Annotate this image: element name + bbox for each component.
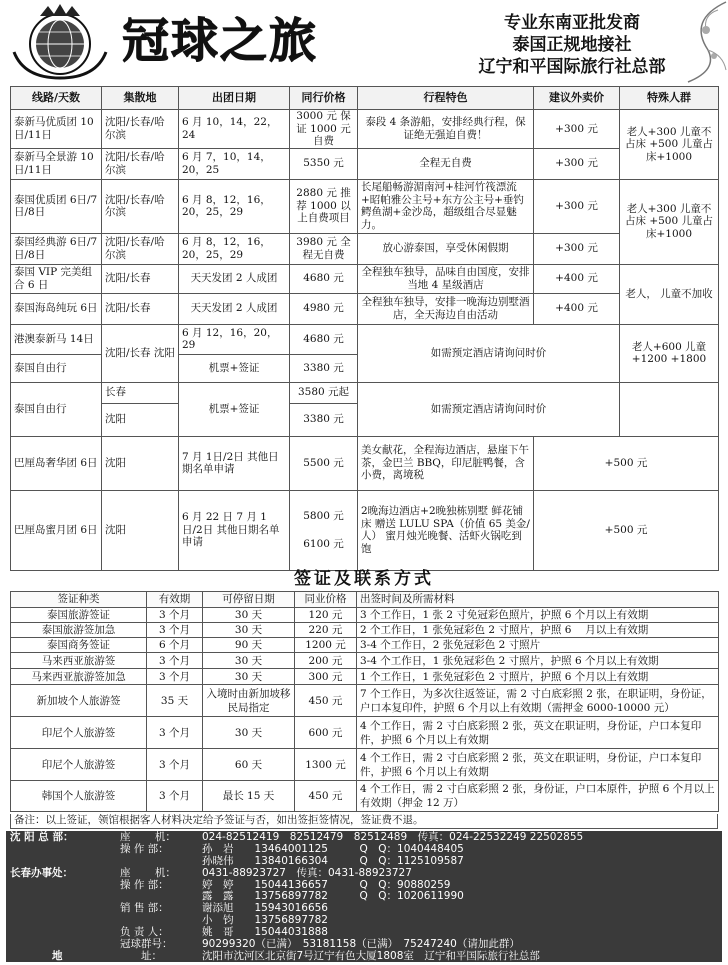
column-header: 同行价格 bbox=[290, 87, 358, 110]
table-header-row bbox=[11, 592, 719, 608]
price-cell: 3980 元 全程无自费 bbox=[290, 233, 358, 264]
price-cell: 5500 元 bbox=[290, 436, 358, 490]
price-cell bbox=[290, 490, 358, 570]
visa-type-cell: 新加坡个人旅游签 bbox=[11, 685, 147, 717]
footer-line bbox=[10, 915, 722, 927]
footer-field-label: 座 机： bbox=[120, 831, 176, 843]
stay-cell: 30 天 bbox=[203, 623, 295, 638]
sell-price-cell: +400 元 bbox=[534, 264, 620, 293]
table-row bbox=[11, 264, 719, 293]
dates-cell: 天天发团 2 人成团 bbox=[179, 293, 290, 324]
price-cell: 220 元 bbox=[295, 623, 357, 638]
tour-table bbox=[10, 86, 719, 571]
column-header: 建议外卖价 bbox=[534, 87, 620, 110]
footer-line bbox=[10, 844, 722, 856]
footer-field-value: 婷 婷 15044136657 Q Q：90880259 bbox=[202, 878, 451, 891]
column-header: 出签时间及所需材料 bbox=[357, 592, 719, 608]
table-row bbox=[11, 490, 719, 570]
footer-field-label: 座 机： bbox=[120, 866, 176, 879]
footer-line bbox=[10, 951, 722, 963]
visa-type-cell: 泰国旅游签加急 bbox=[11, 623, 147, 638]
special-group-cell: 老人+300 儿童不占床 +500 儿童占床+1000 bbox=[620, 110, 719, 180]
route-cell: 泰国海岛纯玩 6日 bbox=[11, 293, 102, 324]
table-row bbox=[11, 436, 719, 490]
column-header: 特殊人群 bbox=[620, 87, 719, 110]
price-cell: 3580 元起 bbox=[290, 382, 358, 403]
stay-cell: 30 天 bbox=[203, 717, 295, 749]
sell-price-cell: +300 元 bbox=[534, 179, 620, 233]
visa-type-cell: 泰国商务签证 bbox=[11, 638, 147, 653]
dates-cell: 6 月 8，12，16，20，25，29 bbox=[179, 179, 290, 233]
tagline: 泰国正规地接社 bbox=[512, 35, 632, 55]
stay-cell: 90 天 bbox=[203, 638, 295, 653]
table-row bbox=[11, 382, 719, 403]
price-cell: 1200 元 bbox=[295, 638, 357, 653]
dates-cell: 6 月 12，16，20，29 bbox=[179, 324, 290, 354]
visa-type-cell: 韩国个人旅游签 bbox=[11, 781, 147, 812]
footer-field-label: 负 责 人： bbox=[120, 926, 169, 939]
price-cell: 120 元 bbox=[295, 608, 357, 623]
dates-cell: 机票+签证 bbox=[179, 354, 290, 382]
stay-cell: 30 天 bbox=[203, 653, 295, 669]
footer-field-value: 024-82512419 82512479 82512489 传真：024-22532249 22502855 bbox=[202, 831, 584, 843]
price-cell: 3380 元 bbox=[290, 403, 358, 436]
stay-cell: 60 天 bbox=[203, 749, 295, 781]
sell-price-cell: +300 元 bbox=[534, 233, 620, 264]
materials-cell: 3 个工作日，1 张 2 寸免冠彩色照片，护照 6 个月以上有效期 bbox=[357, 608, 719, 623]
validity-cell: 3 个月 bbox=[147, 749, 203, 781]
price-cell: 2880 元 推荐 1000 以上自费项目 bbox=[290, 179, 358, 233]
special-group-cell: 老人+600 儿童+1200 +1800 bbox=[620, 324, 719, 382]
table-row bbox=[11, 623, 719, 638]
feature-cell: 放心游泰国，享受休闲假期 bbox=[358, 233, 534, 264]
visa-type-cell: 马来西亚旅游签 bbox=[11, 653, 147, 669]
footer-field-value: 露 露 13756897782 Q Q：1020611990 bbox=[202, 890, 464, 903]
validity-cell: 35 天 bbox=[147, 685, 203, 717]
price-cell: 4680 元 bbox=[290, 264, 358, 293]
price-cell: 4680 元 bbox=[290, 324, 358, 354]
sell-price-cell: +400 元 bbox=[534, 293, 620, 324]
table-row bbox=[11, 293, 719, 324]
footer-field-label: 操 作 部： bbox=[120, 878, 169, 891]
departure-cell: 沈阳 bbox=[102, 490, 179, 570]
route-cell: 泰国 VIP 完美组合 6 日 bbox=[11, 264, 102, 293]
feature-cell: 美女献花，全程海边酒店，悬崖下午茶，金巴兰 BBQ，印尼脏鸭餐，含小费，离境税 bbox=[358, 436, 534, 490]
price-cell: 450 元 bbox=[295, 781, 357, 812]
feature-cell: 全程独车独导，品味自由国度，安排当地 4 星级酒店 bbox=[358, 264, 534, 293]
price-cell: 600 元 bbox=[295, 717, 357, 749]
footer-line bbox=[10, 868, 722, 880]
route-cell: 巴厘岛蜜月团 6日 bbox=[11, 490, 102, 570]
special-group-cell bbox=[620, 382, 719, 436]
extra-price-cell: +500 元 bbox=[534, 490, 719, 570]
stay-cell: 入境时由新加坡移民局指定 bbox=[203, 685, 295, 717]
column-header: 集散地 bbox=[102, 87, 179, 110]
validity-cell: 3 个月 bbox=[147, 781, 203, 812]
footer-field-label: 址： bbox=[120, 949, 162, 962]
materials-cell: 4 个工作日，需 2 寸白底彩照 2 张，英文在职证明，身份证，户口本复印件，护照 6 个月以上有效期 bbox=[357, 749, 719, 781]
price-cell: 300 元 bbox=[295, 669, 357, 685]
footer-office-label: 长春办事处： bbox=[10, 866, 73, 879]
feature-cell: 全程无自费 bbox=[358, 148, 534, 179]
visa-table bbox=[10, 591, 719, 812]
departure-cell: 沈阳/长春/哈尔滨 bbox=[102, 233, 179, 264]
dates-cell: 7 月 1日/2日 其他日期名单申请 bbox=[179, 436, 290, 490]
tagline: 辽宁和平国际旅行社总部 bbox=[478, 57, 666, 77]
materials-cell: 4 个工作日，需 2 寸白底彩照 2 张，身份证，户口本原件，护照 6 个月以上有效期（押金 12 万） bbox=[357, 781, 719, 812]
table-header-row bbox=[11, 87, 719, 110]
route-cell: 巴厘岛奢华团 6日 bbox=[11, 436, 102, 490]
departure-cell: 长春 bbox=[102, 382, 179, 403]
footer-line bbox=[10, 903, 722, 915]
table-row bbox=[11, 179, 719, 233]
materials-cell: 4 个工作日，需 2 寸白底彩照 2 张，英文在职证明，身份证，户口本复印件，护照 6 个月以上有效期 bbox=[357, 717, 719, 749]
footer-field-value: 小 钧 13756897782 bbox=[202, 914, 328, 927]
departure-cell: 沈阳/长春 沈阳 bbox=[102, 324, 179, 382]
visa-note: 备注：以上签证，领馆根据客人材料决定给予签证与否，如出签拒签情况，签证费不退。 bbox=[10, 814, 718, 829]
materials-cell: 3-4 个工作日，2 张免冠彩色 2 寸照片 bbox=[357, 638, 719, 653]
materials-cell: 2 个工作日，1 张免冠彩色 2 寸照片，护照 6 月以上有效期 bbox=[357, 623, 719, 638]
visa-table-body bbox=[11, 608, 719, 812]
visa-section-title: 签证及联系方式 bbox=[294, 569, 434, 589]
validity-cell: 3 个月 bbox=[147, 669, 203, 685]
visa-type-cell: 马来西亚旅游签加急 bbox=[11, 669, 147, 685]
dates-cell: 天天发团 2 人成团 bbox=[179, 264, 290, 293]
dates-cell: 6 月 10，14，22，24 bbox=[179, 110, 290, 149]
route-cell: 泰国自由行 bbox=[11, 382, 102, 436]
footer-field-value: 0431-88923727 传真：0431-88923727 bbox=[202, 866, 412, 879]
validity-cell: 3 个月 bbox=[147, 623, 203, 638]
table-row bbox=[11, 148, 719, 179]
footer-field-value: 孙晓伟 13840166304 Q Q：1125109587 bbox=[202, 854, 464, 867]
materials-cell: 7 个工作日，为多次往返签证，需 2 寸白底彩照 2 张，在职证明，身份证，户口本复印件，护照 6 个月以上有效期（需押金 6000-10000 元） bbox=[357, 685, 719, 717]
route-cell: 泰新马优质团 10日/11日 bbox=[11, 110, 102, 149]
table-row bbox=[11, 653, 719, 669]
dates-cell: 6 月 22 日 7 月 1日/2日 其他日期名单申请 bbox=[179, 490, 290, 570]
column-header: 有效期 bbox=[147, 592, 203, 608]
departure-cell: 沈阳/长春 bbox=[102, 264, 179, 293]
visa-type-cell: 印尼个人旅游签 bbox=[11, 749, 147, 781]
table-row bbox=[11, 749, 719, 781]
validity-cell: 6 个月 bbox=[147, 638, 203, 653]
price-option: 6100 元 bbox=[303, 538, 344, 550]
footer-field-label: 操 作 部： bbox=[120, 842, 169, 855]
table-row bbox=[11, 638, 719, 653]
footer-field-value: 90299320（已满） 53181158（已满） 75247240（请加此群） bbox=[202, 938, 520, 951]
footer-office-label: 地 bbox=[10, 949, 63, 962]
table-row bbox=[11, 781, 719, 812]
footer-line bbox=[10, 891, 722, 903]
column-header: 行程特色 bbox=[358, 87, 534, 110]
departure-cell: 沈阳/长春/哈尔滨 bbox=[102, 110, 179, 149]
table-row bbox=[11, 669, 719, 685]
column-header: 出团日期 bbox=[179, 87, 290, 110]
feature-cell: 泰段 4 条游船，安排经典行程，保证绝无强迫自费！ bbox=[358, 110, 534, 149]
visa-type-cell: 印尼个人旅游签 bbox=[11, 717, 147, 749]
price-cell: 200 元 bbox=[295, 653, 357, 669]
table-row bbox=[11, 685, 719, 717]
price-cell: 3000 元 保证 1000 元自费 bbox=[290, 110, 358, 149]
price-cell: 1300 元 bbox=[295, 749, 357, 781]
departure-cell: 沈阳 bbox=[102, 436, 179, 490]
route-cell: 泰国优质团 6日/7日/8日 bbox=[11, 179, 102, 233]
price-cell: 450 元 bbox=[295, 685, 357, 717]
globe-logo-icon bbox=[4, 2, 116, 82]
footer-field-value: 谢添旭 15943016656 bbox=[202, 902, 328, 915]
header bbox=[0, 0, 728, 84]
materials-cell: 3-4 个工作日，1 张免冠彩色 2 寸照片，护照 6 个月以上有效期 bbox=[357, 653, 719, 669]
brand-title: 冠球之旅 bbox=[122, 14, 318, 69]
feature-cell: 2晚海边酒店+2晚独栋别墅 鲜花铺床 赠送 LULU SPA（价值 65 美金/人） 蜜月烛光晚餐、活虾火锅吃到饱 bbox=[358, 490, 534, 570]
validity-cell: 3 个月 bbox=[147, 608, 203, 623]
tagline: 专业东南亚批发商 bbox=[504, 13, 640, 33]
dates-cell: 机票+签证 bbox=[179, 382, 290, 436]
footer-field-value: 姚 哥 15044031888 bbox=[202, 926, 328, 939]
footer-line bbox=[10, 856, 722, 868]
price-cell: 3380 元 bbox=[290, 354, 358, 382]
feature-cell: 如需预定酒店请询问时价 bbox=[358, 324, 620, 382]
price-option: 5800 元 bbox=[303, 509, 344, 522]
contact-footer bbox=[6, 831, 722, 962]
table-row bbox=[11, 233, 719, 264]
special-group-cell: 老人+300 儿童不占床 +500 儿童占床+1000 bbox=[620, 179, 719, 264]
column-header: 同业价格 bbox=[295, 592, 357, 608]
footer-field-label: 销 售 部： bbox=[120, 902, 169, 915]
footer-field-value: 沈阳市沈河区北京街7号辽宁有色大厦1808室 辽宁和平国际旅行社总部 bbox=[202, 949, 540, 962]
dates-cell: 6 月 8，12，16，20，25，29 bbox=[179, 233, 290, 264]
table-row bbox=[11, 608, 719, 623]
extra-price-cell: +500 元 bbox=[534, 436, 719, 490]
column-header: 线路/天数 bbox=[11, 87, 102, 110]
footer-field-label: 冠球群号： bbox=[120, 938, 173, 951]
departure-cell: 沈阳 bbox=[102, 403, 179, 436]
special-group-cell: 老人， 儿童不加收 bbox=[620, 264, 719, 324]
visa-type-cell: 泰国旅游签证 bbox=[11, 608, 147, 623]
materials-cell: 1 个工作日，1 张免冠彩色 2 寸照片，护照 6 个月以上有效期 bbox=[357, 669, 719, 685]
departure-cell: 沈阳/长春/哈尔滨 bbox=[102, 148, 179, 179]
validity-cell: 3 个月 bbox=[147, 717, 203, 749]
validity-cell: 3 个月 bbox=[147, 653, 203, 669]
stay-cell: 30 天 bbox=[203, 608, 295, 623]
footer-field-value: 孙 岩 13464001125 Q Q：1040448405 bbox=[202, 842, 464, 855]
feature-cell: 如需预定酒店请询问时价 bbox=[358, 382, 620, 436]
route-cell: 泰国自由行 bbox=[11, 354, 102, 382]
dates-cell: 6 月 7，10，14，20，25 bbox=[179, 148, 290, 179]
price-cell: 4980 元 bbox=[290, 293, 358, 324]
route-cell: 泰国经典游 6日/7日/8日 bbox=[11, 233, 102, 264]
stay-cell: 最长 15 天 bbox=[203, 781, 295, 812]
route-cell: 港澳泰新马 14日 bbox=[11, 324, 102, 354]
sell-price-cell: +300 元 bbox=[534, 148, 620, 179]
table-row bbox=[11, 717, 719, 749]
table-row bbox=[11, 110, 719, 149]
floral-ornament-icon bbox=[648, 0, 728, 84]
column-header: 签证种类 bbox=[11, 592, 147, 608]
departure-cell: 沈阳/长春/哈尔滨 bbox=[102, 179, 179, 233]
route-cell: 泰新马全景游 10日/11日 bbox=[11, 148, 102, 179]
price-cell: 5350 元 bbox=[290, 148, 358, 179]
sell-price-cell: +300 元 bbox=[534, 110, 620, 149]
stay-cell: 30 天 bbox=[203, 669, 295, 685]
departure-cell: 沈阳/长春 bbox=[102, 293, 179, 324]
table-row bbox=[11, 324, 719, 354]
footer-office-label: 沈 阳 总 部： bbox=[10, 831, 74, 843]
column-header: 可停留日期 bbox=[203, 592, 295, 608]
feature-cell: 全程独车独导，安排一晚海边别墅酒店，全天海边自由活动 bbox=[358, 293, 534, 324]
feature-cell: 长尾船畅游湄南河+桂河竹筏漂流+昭帕雅公主号+东方公主号+垂钓鳄鱼湖+金沙岛，超级组合尽显魅力。 bbox=[358, 179, 534, 233]
